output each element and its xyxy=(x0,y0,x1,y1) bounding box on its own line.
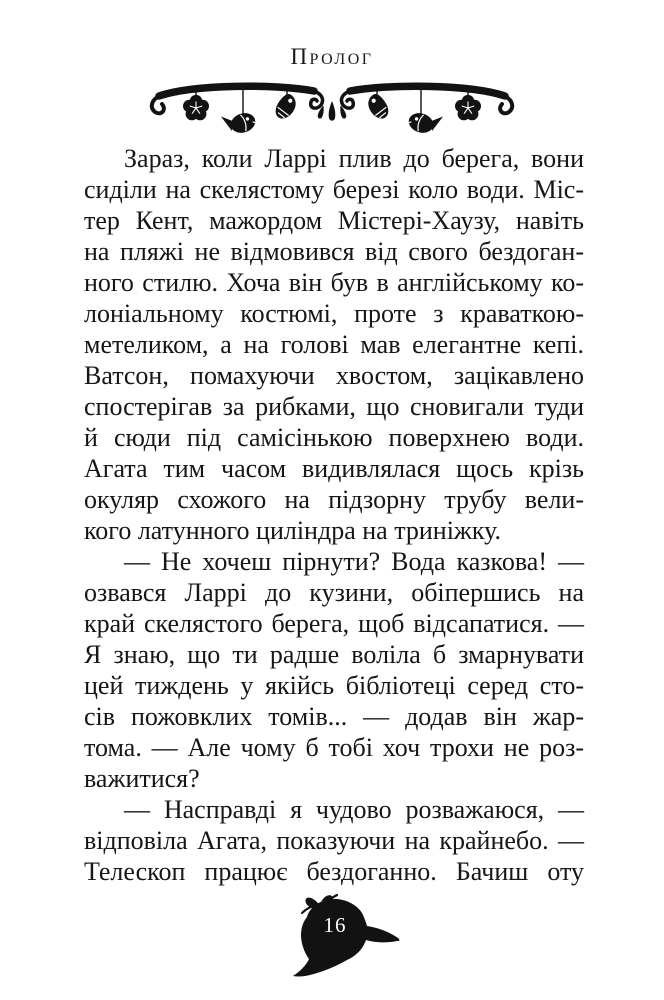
text-line: сів пожовклих томів... — додав він жар- xyxy=(84,702,584,731)
text-line: край скелястого берега, щоб відсапатися. — xyxy=(84,609,584,638)
text-block xyxy=(84,143,584,887)
text-line: відповіла Агата, показуючи на крайнебо. — xyxy=(84,826,584,855)
text-line: й сюди під самісінькою поверхнею води. xyxy=(84,423,584,452)
chapter-title: Пролог xyxy=(290,44,374,69)
text-line: Агата тим часом видивлялася щось крізь xyxy=(84,454,584,483)
text-line: Ватсон, помахуючи хвостом, зацікавлено xyxy=(84,361,584,390)
text-line: — Насправді я чудово розважаюся, — xyxy=(124,795,584,824)
text-line: на пляжі не відмовився від свого бездоган- xyxy=(84,237,584,266)
text-line: тер Кент, мажордом Містері-Хаузу, навіть xyxy=(84,206,584,235)
garland-ornament-icon xyxy=(147,76,517,140)
text-line: Зараз, коли Ларрі плив до берега, вони xyxy=(124,144,584,173)
text-line: озвався Ларрі до кузини, обіпершись на xyxy=(84,578,584,607)
text-line: спостерігав за рибками, що сновигали туди xyxy=(84,392,584,421)
text-line: Я знаю, що ти радше воліла б змарнувати xyxy=(84,640,584,669)
text-line: цей тиждень у якійсь бібліотеці серед сто- xyxy=(84,671,584,700)
text-line: — Не хочеш пірнути? Вода казкова! — xyxy=(124,547,584,576)
text-line: лоніальному костюмі, проте з краваткою- xyxy=(84,299,584,328)
text-line: метеликом, а на голові мав елегантне кепі. xyxy=(84,330,584,359)
text-line: тома. — Але чому б тобі хоч трохи не роз- xyxy=(84,733,584,762)
hat-icon xyxy=(290,893,405,983)
page-number: 16 xyxy=(323,913,347,937)
text-line: кого латунного циліндра на триніжку. xyxy=(84,516,502,545)
text-line: важитися? xyxy=(84,764,200,793)
page-number-hat xyxy=(290,893,405,983)
text-line: Телескоп працює бездоганно. Бачиш оту xyxy=(84,857,584,886)
text-line: сиділи на скелястому березі коло води. Міс- xyxy=(84,175,584,204)
text-line: ного стилю. Хоча він був в англійському ко- xyxy=(84,268,584,297)
text-line: окуляр схожого на підзорну трубу вели- xyxy=(84,485,584,514)
chapter-ornament xyxy=(147,76,517,140)
